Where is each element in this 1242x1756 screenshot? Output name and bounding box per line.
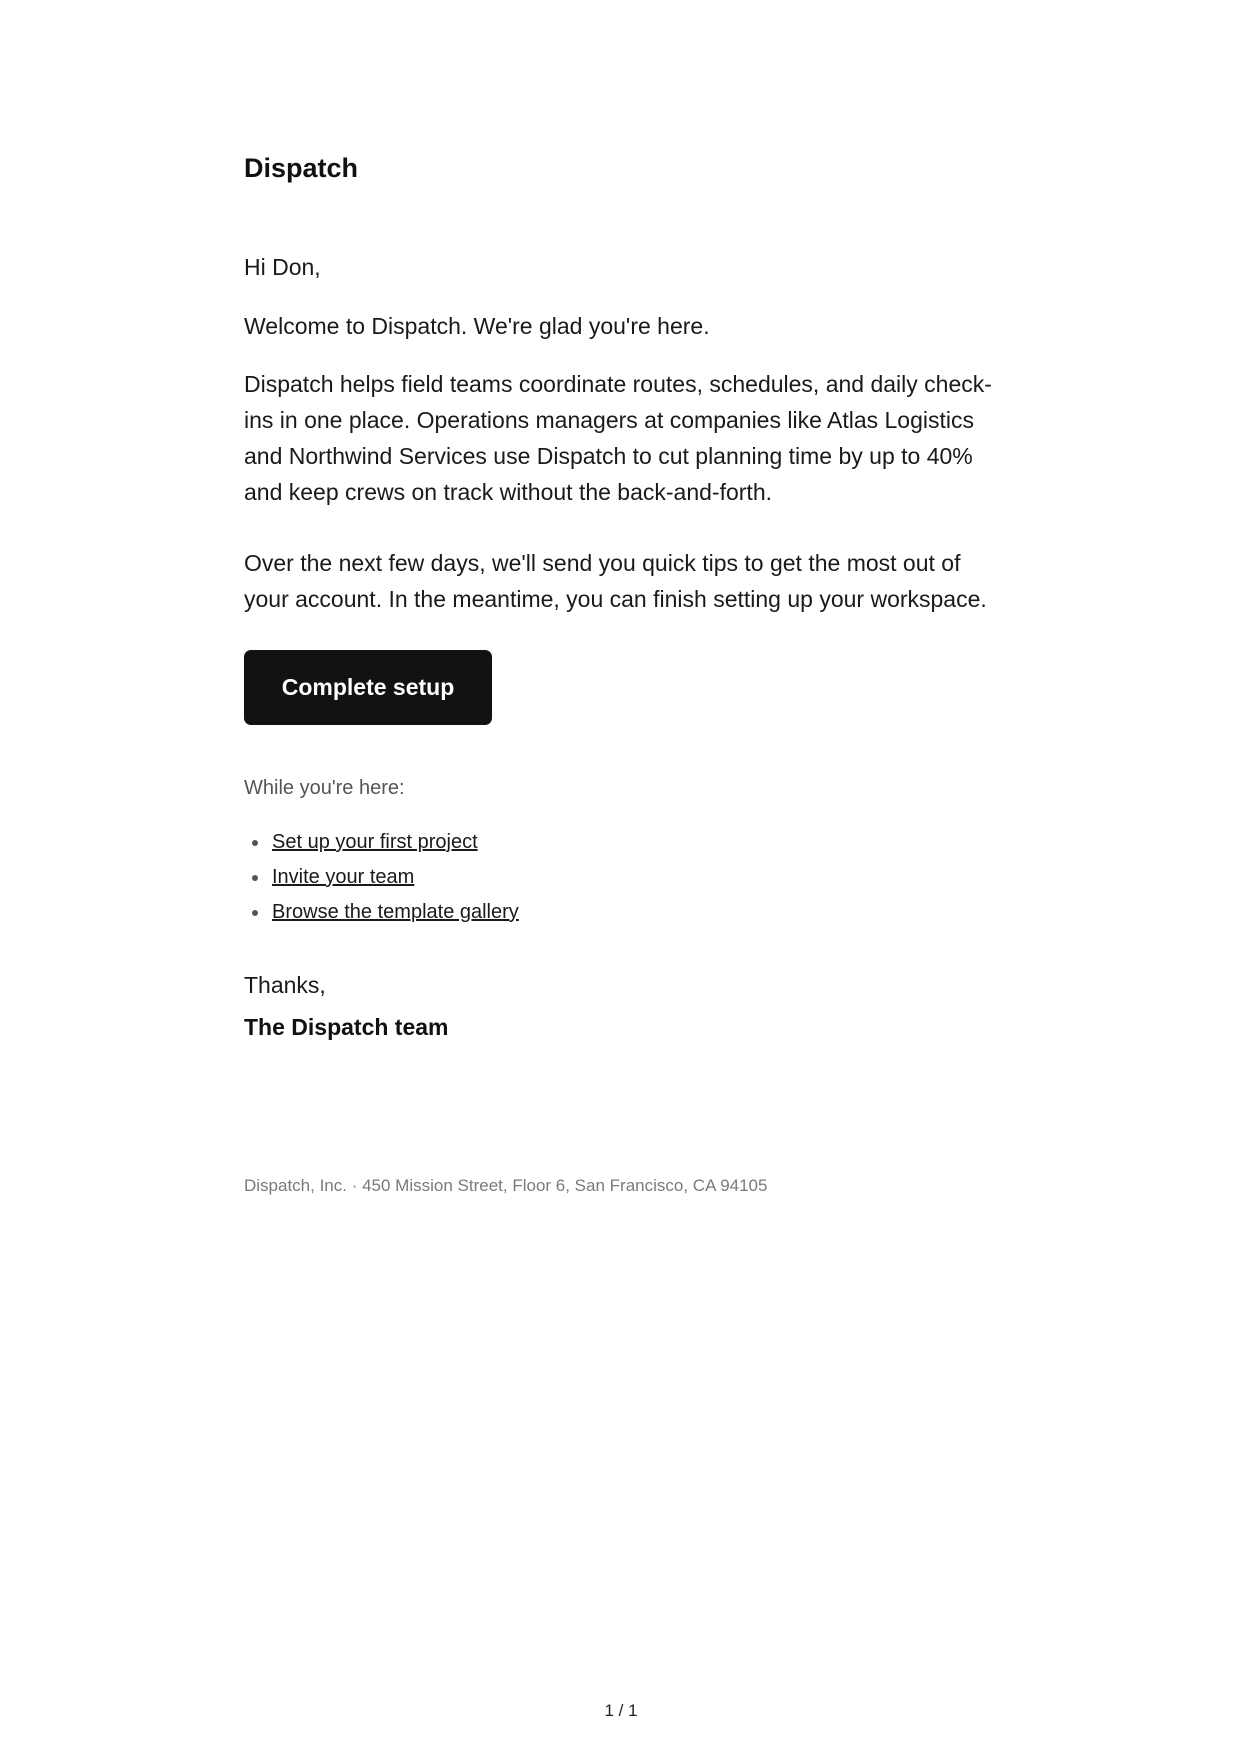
bullet-icon <box>252 840 258 846</box>
template-gallery-link[interactable]: Browse the template gallery <box>272 901 519 923</box>
email-body <box>244 150 1004 1195</box>
signoff: The Dispatch team <box>244 1014 449 1040</box>
brand-title: Dispatch <box>244 153 359 183</box>
complete-setup-button[interactable] <box>244 650 492 725</box>
bullet-icon <box>252 910 258 916</box>
list-item <box>244 825 519 860</box>
company-address-footer: Dispatch, Inc. · 450 Mission Street, Floor 6, San Francisco, CA 94105 <box>244 1176 768 1195</box>
bullet-icon <box>252 875 258 881</box>
while-here-label: While you're here: <box>244 777 405 799</box>
complete-setup-label: Complete setup <box>281 674 455 700</box>
invite-team-link[interactable]: Invite your team <box>272 866 415 888</box>
quick-links-list <box>244 825 519 930</box>
greeting: Hi Don, <box>244 254 321 280</box>
tips-paragraph: Over the next few days, we'll send you quick tips to get the most out of your account. In the meantime, you can finish setting up your workspace. <box>244 550 987 612</box>
intro-paragraph: Dispatch helps field teams coordinate routes, schedules, and daily check-ins in one place. Operations managers at companies like Atlas Logistics and Northwind Services use Dispatch to cut planning time by up to 40% and keep crews on track without the back-and-forth. <box>244 371 992 505</box>
thanks-line: Thanks, <box>244 972 326 998</box>
page-number: 1 / 1 <box>604 1701 638 1720</box>
list-item <box>244 860 519 895</box>
welcome-line: Welcome to Dispatch. We're glad you're here. <box>244 313 710 339</box>
first-project-link[interactable]: Set up your first project <box>272 831 478 853</box>
list-item <box>244 895 519 930</box>
